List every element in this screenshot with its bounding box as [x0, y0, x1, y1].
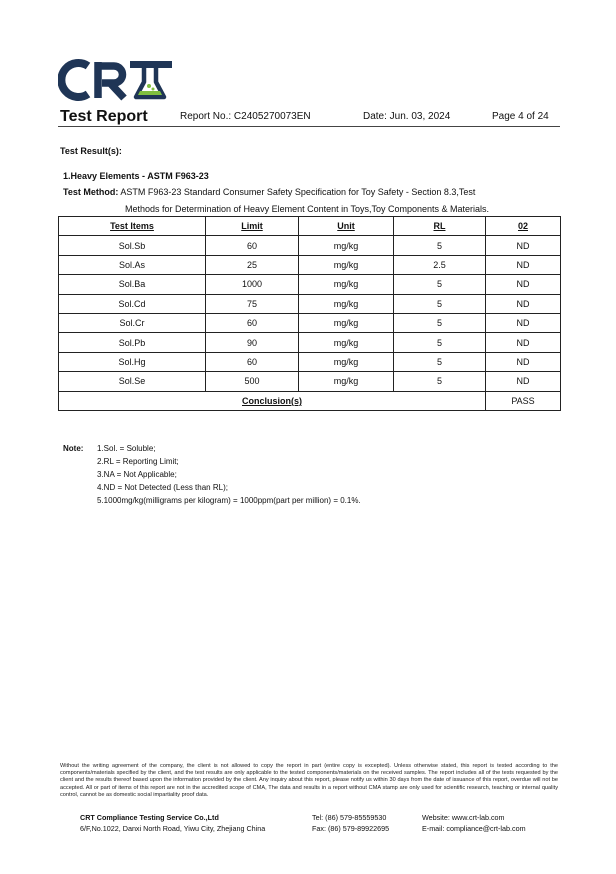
cell-unit: mg/kg — [299, 275, 394, 294]
report-date: Date: Jun. 03, 2024 — [363, 111, 451, 122]
cell-rl: 2.5 — [394, 255, 486, 274]
col-header-test-items: Test Items — [59, 217, 206, 236]
cell-unit: mg/kg — [299, 352, 394, 371]
col-header-unit: Unit — [299, 217, 394, 236]
cell-rl: 5 — [394, 294, 486, 313]
cell-unit: mg/kg — [299, 236, 394, 255]
cell-result: ND — [486, 275, 561, 294]
table-row — [59, 255, 561, 274]
cell-test-item: Sol.Cd — [59, 294, 206, 313]
cell-limit: 90 — [206, 333, 299, 352]
cell-unit: mg/kg — [299, 313, 394, 332]
conclusion-label: Conclusion(s) — [59, 391, 486, 410]
cell-rl: 5 — [394, 275, 486, 294]
cell-rl: 5 — [394, 333, 486, 352]
cell-result: ND — [486, 236, 561, 255]
cell-result: ND — [486, 372, 561, 391]
header-divider — [58, 126, 560, 127]
conclusion-value: PASS — [486, 391, 561, 410]
note-line: 1.Sol. = Soluble; — [97, 444, 156, 453]
cell-test-item: Sol.Pb — [59, 333, 206, 352]
conclusion-row — [59, 391, 561, 410]
cell-unit: mg/kg — [299, 333, 394, 352]
cell-unit: mg/kg — [299, 372, 394, 391]
cell-result: ND — [486, 352, 561, 371]
cell-limit: 1000 — [206, 275, 299, 294]
cell-limit: 60 — [206, 313, 299, 332]
note-line: 3.NA = Not Applicable; — [97, 470, 177, 479]
report-number: Report No.: C2405270073EN — [180, 111, 311, 122]
cell-test-item: Sol.Se — [59, 372, 206, 391]
table-row — [59, 352, 561, 371]
note-line: 5.1000mg/kg(milligrams per kilogram) = 1000ppm(part per million) = 0.1%. — [97, 496, 361, 505]
cell-result: ND — [486, 294, 561, 313]
note-label: Note: — [63, 444, 84, 453]
company-fax: Fax: (86) 579-89922695 — [312, 824, 390, 833]
company-name: CRT Compliance Testing Service Co.,Ltd — [80, 813, 219, 822]
cell-test-item: Sol.Ba — [59, 275, 206, 294]
table-row — [59, 275, 561, 294]
cell-rl: 5 — [394, 352, 486, 371]
heavy-elements-table — [58, 216, 561, 411]
cell-limit: 500 — [206, 372, 299, 391]
table-row — [59, 236, 561, 255]
cell-limit: 25 — [206, 255, 299, 274]
page-number: Page 4 of 24 — [492, 111, 549, 122]
company-website: Website: www.crt-lab.com — [422, 813, 505, 822]
cell-result: ND — [486, 255, 561, 274]
cell-result: ND — [486, 333, 561, 352]
note-line: 2.RL = Reporting Limit; — [97, 457, 179, 466]
table-row — [59, 294, 561, 313]
cell-test-item: Sol.Hg — [59, 352, 206, 371]
cell-rl: 5 — [394, 313, 486, 332]
cell-result: ND — [486, 313, 561, 332]
cell-limit: 60 — [206, 352, 299, 371]
company-tel: Tel: (86) 579-85559530 — [312, 813, 387, 822]
cell-test-item: Sol.As — [59, 255, 206, 274]
test-results-label: Test Result(s): — [60, 146, 122, 156]
test-method-text-2: Methods for Determination of Heavy Element Content in Toys,Toy Components & Materials. — [125, 204, 490, 214]
test-method-label: Test Method: — [63, 187, 119, 197]
table-row — [59, 313, 561, 332]
table-header-row — [59, 217, 561, 236]
cell-test-item: Sol.Sb — [59, 236, 206, 255]
cell-test-item: Sol.Cr — [59, 313, 206, 332]
footer-disclaimer: Without the writing agreement of the company, the client is not allowed to copy the report in part (entire copy is excepted). Unless otherwise stated, this report is tested according to the components/materials specified by the client, and the test results are only applicable to the tested components/materials on the received samples. The report includes all of the tests requested by the client and the results thereof based upon the information provided by the client. Any inquiry about this report, please notify us within 30 days from the date of issuance of this report, overdue will not be accepted. All or part of items of this report are not in the accredited scope of CMA, The data and results in a report without CMA stamp are only used for scientific research, teaching or internal quality control, cannot be as domestic social impartiality proof data. — [60, 763, 558, 798]
crt-logo — [58, 58, 176, 102]
cell-limit: 60 — [206, 236, 299, 255]
cell-limit: 75 — [206, 294, 299, 313]
company-email: E-mail: compliance@crt-lab.com — [422, 824, 526, 833]
note-line: 4.ND = Not Detected (Less than RL); — [97, 483, 228, 492]
test-method-text-1: ASTM F963-23 Standard Consumer Safety Specification for Toy Safety - Section 8.3,Test — [120, 187, 476, 197]
table-row — [59, 333, 561, 352]
test-method-line-1 — [63, 187, 475, 197]
col-header-sample-02: 02 — [486, 217, 561, 236]
table-row — [59, 372, 561, 391]
company-address: 6/F,No.1022, Danxi North Road, Yiwu City, Zhejiang China — [80, 824, 266, 833]
cell-rl: 5 — [394, 236, 486, 255]
report-title: Test Report — [60, 108, 148, 125]
cell-rl: 5 — [394, 372, 486, 391]
col-header-rl: RL — [394, 217, 486, 236]
cell-unit: mg/kg — [299, 294, 394, 313]
col-header-limit: Limit — [206, 217, 299, 236]
section-heading: 1.Heavy Elements - ASTM F963-23 — [63, 171, 209, 181]
cell-unit: mg/kg — [299, 255, 394, 274]
